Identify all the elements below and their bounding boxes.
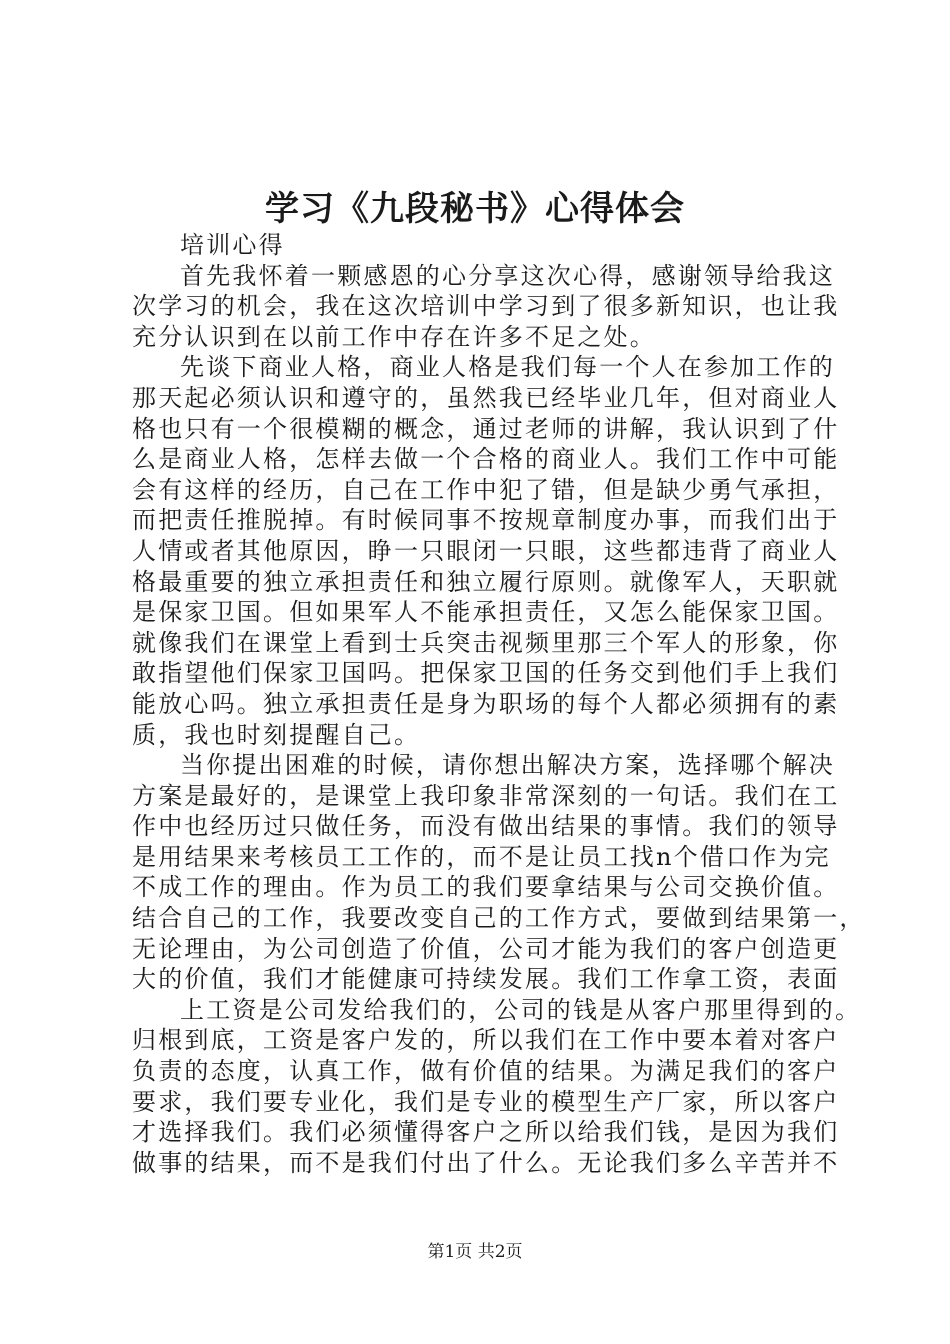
- text-line: 当你提出困难的时候，请你想出解决方案，选择哪个解决: [180, 751, 835, 780]
- text-line: 归根到底，工资是客户发的，所以我们在工作中要本着对客户: [132, 1026, 840, 1055]
- text-line: 质，我也时刻提醒自己。: [132, 720, 421, 749]
- text-line: 而把责任推脱掉。有时候同事不按规章制度办事，而我们出于: [132, 506, 840, 535]
- text-line: 那天起必须认识和遵守的，虽然我已经毕业几年，但对商业人: [132, 383, 840, 412]
- document-body: [132, 230, 866, 1178]
- page-footer: 第1页 共2页: [427, 1242, 523, 1262]
- text-line: 会有这样的经历，自己在工作中犯了错，但是缺少勇气承担，: [132, 475, 840, 504]
- text-line: 方案是最好的，是课堂上我印象非常深刻的一句话。我们在工: [132, 781, 840, 810]
- text-line: 是用结果来考核员工工作的，而不是让员工找n个借口作为完: [132, 842, 831, 871]
- text-line: 格最重要的独立承担责任和独立履行原则。就像军人，天职就: [132, 567, 840, 596]
- text-line: 充分认识到在以前工作中存在许多不足之处。: [132, 322, 656, 351]
- text-line: 敢指望他们保家卫国吗。把保家卫国的任务交到他们手上我们: [132, 659, 840, 688]
- text-line: 能放心吗。独立承担责任是身为职场的每个人都必须拥有的素: [132, 689, 840, 718]
- text-line: 么是商业人格，怎样去做一个合格的商业人。我们工作中可能: [132, 445, 840, 474]
- text-line: 无论理由，为公司创造了价值，公司才能为我们的客户创造更: [132, 934, 840, 963]
- text-line: 次学习的机会，我在这次培训中学习到了很多新知识，也让我: [132, 292, 840, 321]
- text-line: 做事的结果，而不是我们付出了什么。无论我们多么辛苦并不: [132, 1148, 840, 1177]
- text-line: 是保家卫国。但如果军人不能承担责任，又怎么能保家卫国。: [132, 598, 840, 627]
- text-line: 不成工作的理由。作为员工的我们要拿结果与公司交换价值。: [132, 873, 840, 902]
- text-line: 负责的态度，认真工作，做有价值的结果。为满足我们的客户: [132, 1057, 840, 1086]
- text-line: 先谈下商业人格，商业人格是我们每一个人在参加工作的: [180, 353, 835, 382]
- text-line: 人情或者其他原因，睁一只眼闭一只眼，这些都违背了商业人: [132, 536, 840, 565]
- text-line: 要求，我们要专业化，我们是专业的模型生产厂家，所以客户: [132, 1087, 840, 1116]
- text-line: 大的价值，我们才能健康可持续发展。我们工作拿工资，表面: [132, 965, 840, 994]
- text-line: 格也只有一个很模糊的概念，通过老师的讲解，我认识到了什: [132, 414, 840, 443]
- document-title: 学习《九段秘书》心得体会: [265, 189, 685, 229]
- text-line: 作中也经历过只做任务，而没有做出结果的事情。我们的领导: [132, 812, 840, 841]
- text-line: 首先我怀着一颗感恩的心分享这次心得，感谢领导给我这: [180, 261, 835, 290]
- text-line: 结合自己的工作，我要改变自己的工作方式，要做到结果第一，: [132, 904, 866, 933]
- text-line: 才选择我们。我们必须懂得客户之所以给我们钱，是因为我们: [132, 1118, 840, 1147]
- text-line: 培训心得: [180, 231, 285, 259]
- text-line: 上工资是公司发给我们的，公司的钱是从客户那里得到的。: [180, 995, 862, 1024]
- text-line: 就像我们在课堂上看到士兵突击视频里那三个军人的形象，你: [132, 628, 840, 657]
